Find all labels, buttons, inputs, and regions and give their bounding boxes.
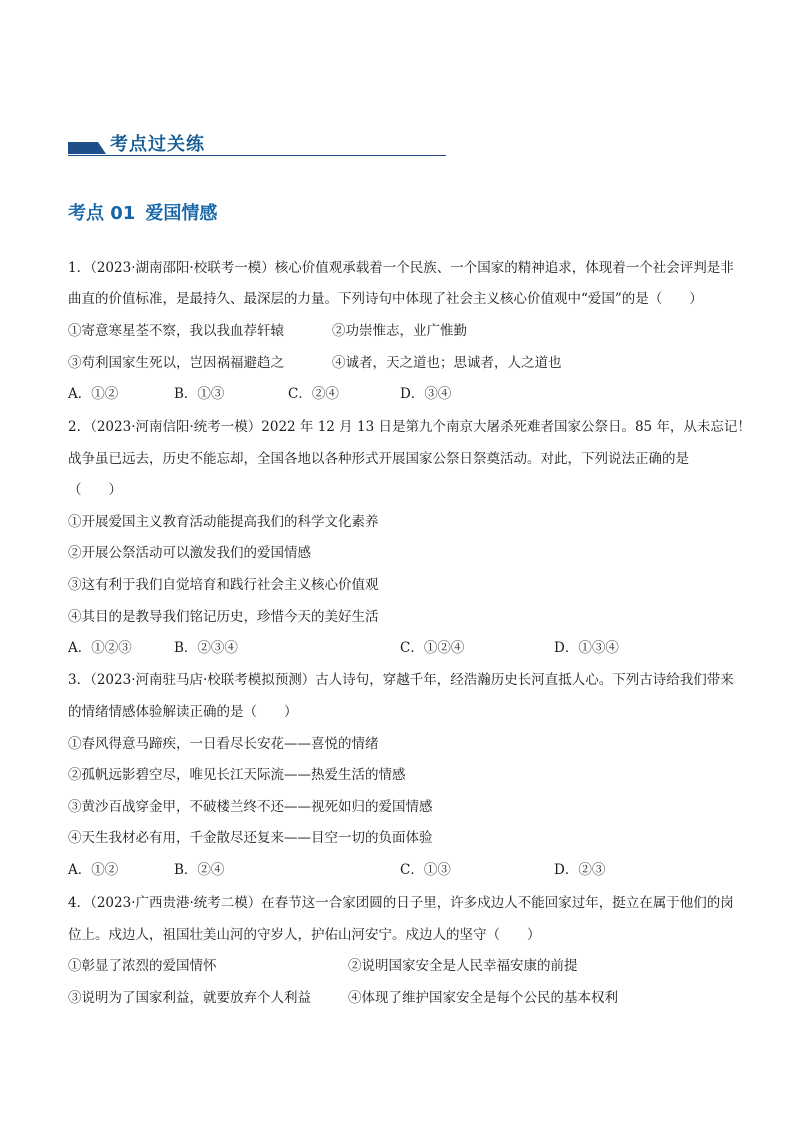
question-stem-line: 2．（2023·河南信阳·统考一模）2022 年 12 月 13 日是第九个南京大屠杀死难者国家公祭日。85 年，从未忘记！ (68, 419, 751, 435)
question-stem-line: 3．（2023·河南驻马店·校联考模拟预测）古人诗句，穿越千年，经浩瀚历史长河直抵人心。下列古诗给我们带来 (68, 672, 734, 688)
question-stem-line: 的情绪情感体验解读正确的是（ ） (68, 704, 298, 720)
question-stem-line: 位上。戍边人，祖国壮美山河的守岁人，护佑山河安宁。戍边人的坚守（ ） (68, 927, 541, 943)
statement: ③黄沙百战穿金甲，不破楼兰终不还——视死如归的爱国情感 (68, 799, 433, 815)
option-b[interactable]: B．①③ (174, 386, 225, 402)
statement: ③这有利于我们自觉培育和践行社会主义核心价值观 (68, 577, 379, 593)
statement: ③苟利国家生死以，岂因祸福避趋之 (68, 355, 284, 371)
option-d[interactable]: D．①③④ (554, 640, 619, 656)
topic-heading (68, 199, 217, 225)
question-stem-line: 曲直的价值标准，是最持久、最深层的力量。下列诗句中体现了社会主义核心价值观中“爱国”的是（ ） (68, 291, 703, 307)
statement-row (68, 957, 578, 975)
question-stem-line: 战争虽已远去，历史不能忘却，全国各地以各种形式开展国家公祭日祭奠活动。对此，下列说法正确的是 (68, 451, 689, 467)
statement: ①开展爱国主义教育活动能提高我们的科学文化素养 (68, 514, 379, 530)
option-a[interactable]: A．①② (68, 862, 119, 878)
option-b[interactable]: B．②④ (174, 862, 225, 878)
statement-row (68, 322, 467, 340)
option-d[interactable]: D．②③ (554, 862, 606, 878)
statement-row (68, 989, 618, 1007)
statement: ④天生我材必有用，千金散尽还复来——目空一切的负面体验 (68, 830, 433, 846)
banner-underline (68, 155, 446, 156)
section-title: 考点过关练 (110, 134, 205, 155)
banner-arrow-icon (68, 136, 110, 156)
statement: ③说明为了国家利益，就要放弃个人利益 (68, 990, 311, 1006)
topic-code: 考点 01 (68, 203, 136, 224)
statement: ①春风得意马蹄疾，一日看尽长安花——喜悦的情绪 (68, 736, 379, 752)
topic-name: 爱国情感 (145, 203, 218, 224)
option-c[interactable]: C．②④ (288, 386, 339, 402)
option-b[interactable]: B．②③④ (174, 640, 238, 656)
section-banner (68, 130, 446, 158)
statement: ④诚者，天之道也；思诚者，人之道也 (332, 355, 562, 371)
statement: ②孤帆远影碧空尽，唯见长江天际流——热爱生活的情感 (68, 767, 406, 783)
option-a[interactable]: A．①②③ (68, 640, 132, 656)
option-a[interactable]: A．①② (68, 386, 119, 402)
statement: ④其目的是教导我们铭记历史，珍惜今天的美好生活 (68, 609, 379, 625)
statement: ①寄意寒星荃不察，我以我血荐轩辕 (68, 323, 284, 339)
statement: ①彰显了浓烈的爱国情怀 (68, 958, 217, 974)
statement: ②功崇惟志，业广惟勤 (332, 323, 467, 339)
option-c[interactable]: C．①②④ (400, 640, 465, 656)
statement: ④体现了维护国家安全是每个公民的基本权利 (348, 990, 618, 1006)
statement-row (68, 354, 562, 372)
option-d[interactable]: D．③④ (400, 386, 452, 402)
statement: ②说明国家安全是人民幸福安康的前提 (348, 958, 578, 974)
question-stem-line: 4．（2023·广西贵港·统考二模）在春节这一合家团圆的日子里，许多戍边人不能回家过年，挺立在属于他们的岗 (68, 895, 734, 911)
question-stem-line: （ ） (68, 482, 122, 498)
statement: ②开展公祭活动可以激发我们的爱国情感 (68, 545, 311, 561)
option-c[interactable]: C．①③ (400, 862, 451, 878)
question-stem-line: 1．（2023·湖南邵阳·校联考一模）核心价值观承载着一个民族、一个国家的精神追求，体现着一个社会评判是非 (68, 260, 734, 276)
